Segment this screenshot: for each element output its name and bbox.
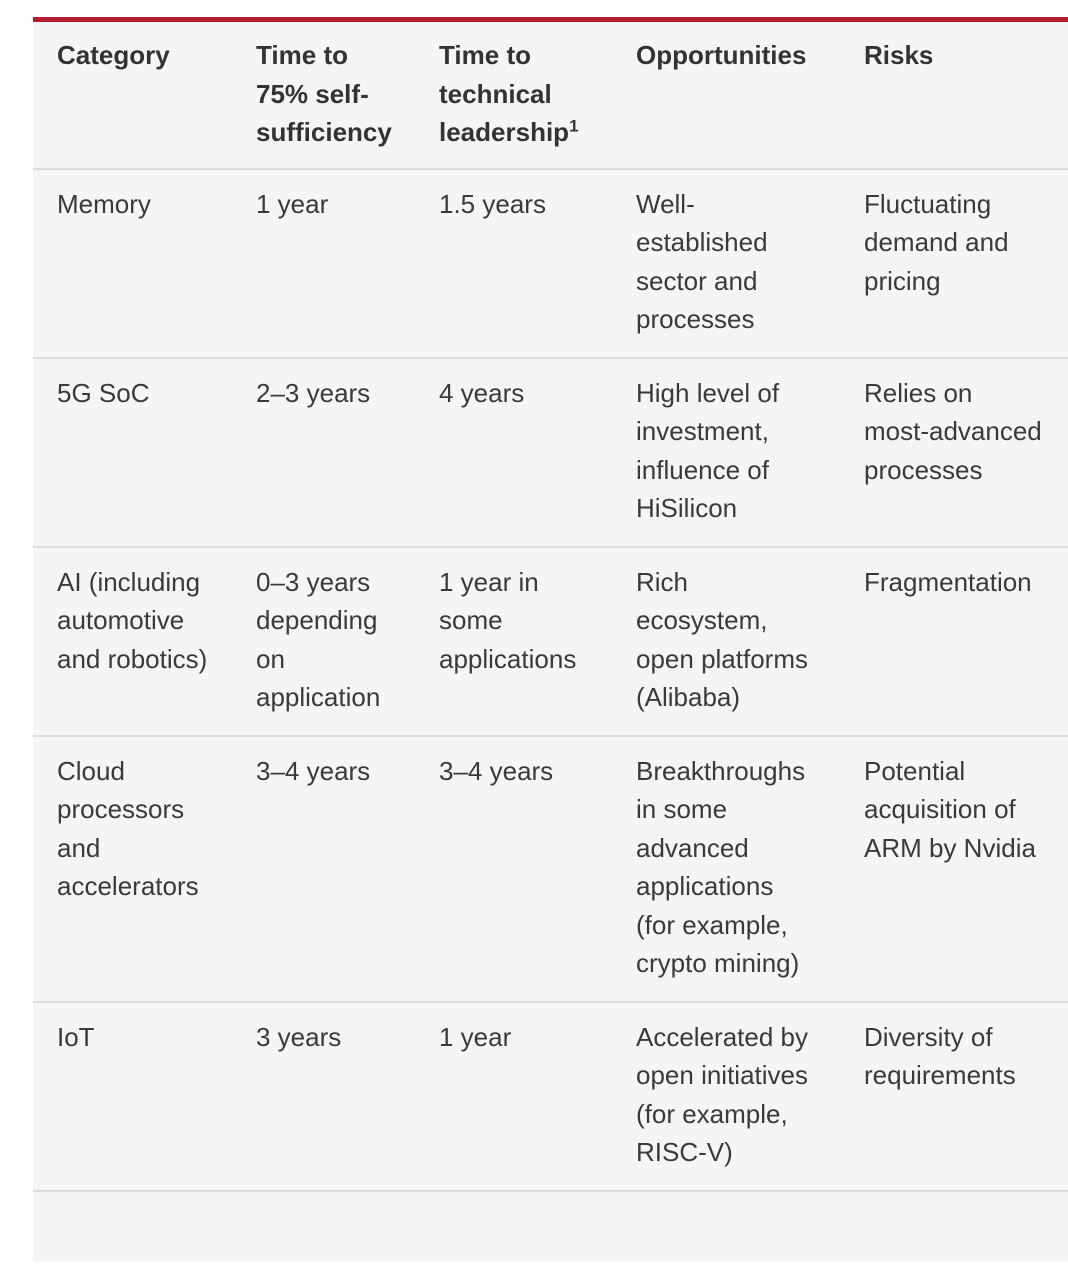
cell-risks: Fragmentation [840, 547, 1068, 736]
semiconductor-outlook-table [33, 22, 1068, 1192]
cell-self-sufficiency: 3–4 years [232, 736, 415, 1002]
cell-risks: Diversity of requirements [840, 1002, 1068, 1191]
cell-self-sufficiency: 0–3 years depending on application [232, 547, 415, 736]
cell-technical-leadership: 1 year in some applications [415, 547, 612, 736]
header-technical-leadership-label: Time to technical leadership [439, 40, 570, 147]
cell-opportunities: Rich ecosystem, open platforms (Alibaba) [612, 547, 840, 736]
cell-category: AI (including automotive and robotics) [33, 547, 232, 736]
cell-technical-leadership: 1 year [415, 1002, 612, 1191]
table-row [33, 547, 1068, 736]
cell-self-sufficiency: 2–3 years [232, 358, 415, 547]
table-row [33, 1002, 1068, 1191]
cell-opportunities: Accelerated by open initiatives (for example, RISC-V) [612, 1002, 840, 1191]
footnote-marker: 1 [569, 116, 579, 136]
cell-self-sufficiency: 3 years [232, 1002, 415, 1191]
cell-category: Memory [33, 169, 232, 358]
header-category: Category [33, 22, 232, 169]
cell-risks: Potential acquisition of ARM by Nvidia [840, 736, 1068, 1002]
header-opportunities: Opportunities [612, 22, 840, 169]
cell-risks: Relies on most-advanced processes [840, 358, 1068, 547]
header-self-sufficiency: Time to 75% self-sufficiency [232, 22, 415, 169]
cell-technical-leadership: 4 years [415, 358, 612, 547]
cell-technical-leadership: 1.5 years [415, 169, 612, 358]
cell-category: Cloud processors and accelerators [33, 736, 232, 1002]
cell-opportunities: Breakthroughs in some advanced applications (for example, crypto mining) [612, 736, 840, 1002]
cell-opportunities: High level of investment, influence of HiSilicon [612, 358, 840, 547]
table-row [33, 736, 1068, 1002]
table-header-row [33, 22, 1068, 169]
table-container [33, 17, 1068, 1261]
cell-opportunities: Well-established sector and processes [612, 169, 840, 358]
table-row [33, 169, 1068, 358]
header-technical-leadership [415, 22, 612, 169]
table-row [33, 358, 1068, 547]
header-risks: Risks [840, 22, 1068, 169]
cell-risks: Fluctuating demand and pricing [840, 169, 1068, 358]
cell-technical-leadership: 3–4 years [415, 736, 612, 1002]
cell-category: IoT [33, 1002, 232, 1191]
cell-self-sufficiency: 1 year [232, 169, 415, 358]
cell-category: 5G SoC [33, 358, 232, 547]
